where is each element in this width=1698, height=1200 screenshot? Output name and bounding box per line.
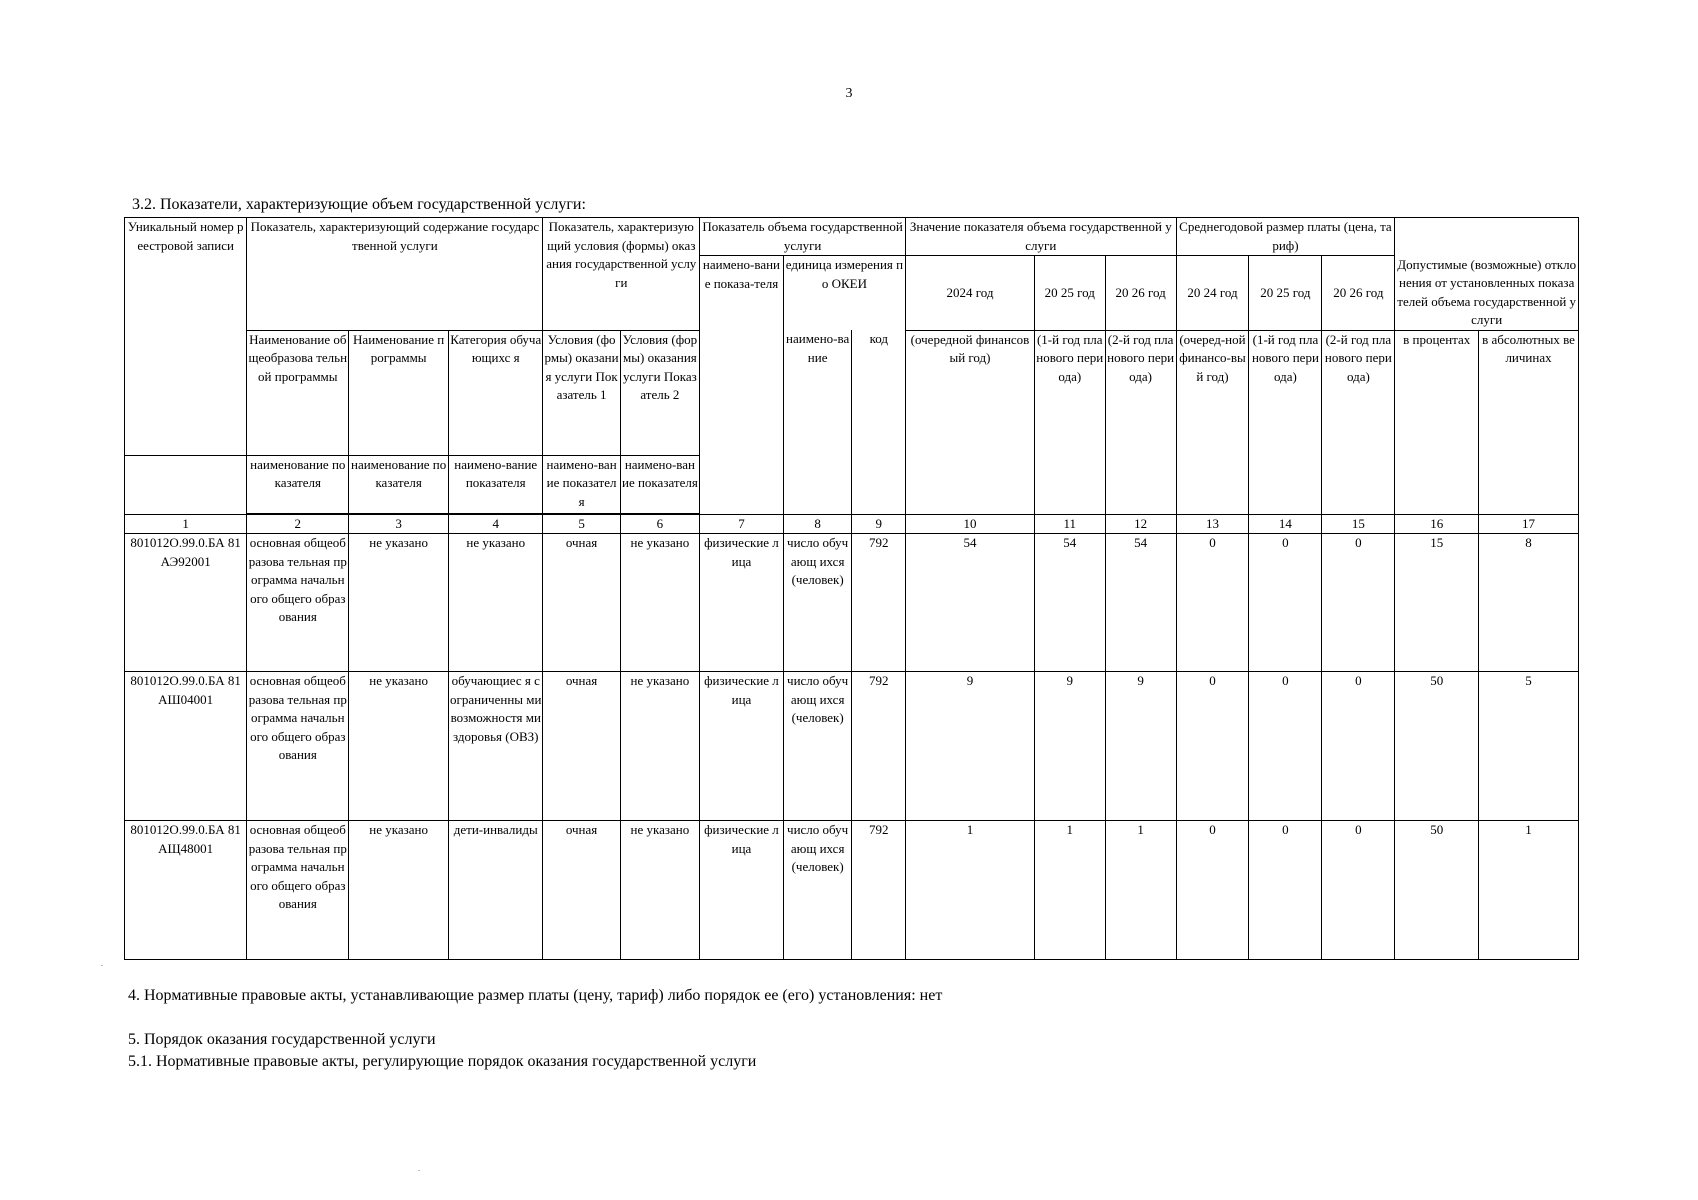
header-conditions-group: Показатель, характеризующий условия (формы) оказания государственной услуги xyxy=(543,218,700,331)
cell-fee-2026: 0 xyxy=(1322,534,1395,672)
header-unit-okei: единица измерения по ОКЕИ xyxy=(783,256,905,331)
header-percent: в процентах xyxy=(1395,330,1479,514)
cell-unit-name: число обучающ ихся (человек) xyxy=(783,672,852,821)
table-row xyxy=(125,821,1579,960)
cell-deviation-absolute: 8 xyxy=(1479,534,1579,672)
header-fee-2025-year: 20 25 год xyxy=(1249,256,1322,331)
header-unique-number: Уникальный номер реестровой записи xyxy=(125,218,247,456)
column-number: 10 xyxy=(906,514,1035,534)
page-number: 3 xyxy=(845,86,853,101)
table-row xyxy=(125,534,1579,672)
header-unique-number-blank xyxy=(125,455,247,514)
cell-deviation-absolute: 1 xyxy=(1479,821,1579,960)
header-indicator-name-d: наимено-вание показателя xyxy=(543,455,620,513)
cell-value-2025: 1 xyxy=(1034,821,1105,960)
header-volume-name: наимено-вание показа-теля xyxy=(700,256,784,515)
header-deviation-group: Допустимые (возможные) отклонения от установленных показателей объема государственной услуги xyxy=(1395,256,1579,331)
column-number: 17 xyxy=(1479,514,1579,534)
cell-indicator: физические лица xyxy=(700,821,784,960)
cell-fee-2024: 0 xyxy=(1176,534,1249,672)
cell-deviation-percent: 50 xyxy=(1395,821,1479,960)
cell-category: не указано xyxy=(449,534,543,672)
cell-value-2024: 9 xyxy=(906,672,1035,821)
column-number: 9 xyxy=(852,514,906,534)
column-number: 12 xyxy=(1105,514,1176,534)
header-indicator-name-c: наимено-вание показателя xyxy=(449,455,543,513)
column-number: 7 xyxy=(700,514,784,534)
header-cond2: Условия (формы) оказания услуги Показатель 2 xyxy=(620,330,699,455)
cell-cond2: не указано xyxy=(620,534,699,672)
header-fee-2024-year: 20 24 год xyxy=(1176,256,1249,331)
header-val-2026-year: 20 26 год xyxy=(1105,256,1176,331)
paragraph-5-1-regulating-acts: 5.1. Нормативные правовые акты, регулирующие порядок оказания государственной услуги xyxy=(128,1053,757,1070)
cell-value-2026: 54 xyxy=(1105,534,1176,672)
cell-registry-id: 801012О.99.0.БА 81АШ04001 xyxy=(125,672,247,821)
header-fee-2024-note: (очеред-ной финансо-вый год) xyxy=(1176,330,1249,514)
header-val-2026-note: (2-й год планового периода) xyxy=(1105,330,1176,514)
header-unit-name: наимено-вание xyxy=(783,330,852,514)
cell-cond2: не указано xyxy=(620,672,699,821)
column-number: 8 xyxy=(783,514,852,534)
scan-speck xyxy=(418,1170,420,1171)
cell-program: не указано xyxy=(349,821,449,960)
header-fee-2026-year: 20 26 год xyxy=(1322,256,1395,331)
header-category: Категория обучающихс я xyxy=(449,330,543,455)
cell-unit-name: число обучающ ихся (человек) xyxy=(783,821,852,960)
header-absolute: в абсолютных величинах xyxy=(1479,330,1579,514)
header-unit-code: код xyxy=(852,330,906,514)
cell-value-2024: 1 xyxy=(906,821,1035,960)
header-fee-2026-note: (2-й год планового периода) xyxy=(1322,330,1395,514)
cell-fee-2025: 0 xyxy=(1249,821,1322,960)
cell-cond2: не указано xyxy=(620,821,699,960)
header-row-groups xyxy=(125,218,1579,256)
cell-program-name: основная общеобразова тельная программа начального общего образования xyxy=(247,672,349,821)
column-number: 13 xyxy=(1176,514,1249,534)
cell-value-2024: 54 xyxy=(906,534,1035,672)
cell-indicator: физические лица xyxy=(700,672,784,821)
cell-fee-2024: 0 xyxy=(1176,821,1249,960)
cell-fee-2025: 0 xyxy=(1249,534,1322,672)
section-title: 3.2. Показатели, характеризующие объем государственной услуги: xyxy=(132,196,586,213)
column-number: 14 xyxy=(1249,514,1322,534)
cell-indicator: физические лица xyxy=(700,534,784,672)
header-deviation-group-top xyxy=(1395,218,1579,256)
cell-fee-2024: 0 xyxy=(1176,672,1249,821)
cell-unit-name: число обучающ ихся (человек) xyxy=(783,534,852,672)
column-number: 11 xyxy=(1034,514,1105,534)
header-indicator-name-a: наименование показателя xyxy=(247,455,349,513)
header-indicator-name-b: наименование показателя xyxy=(349,455,449,513)
column-number: 2 xyxy=(247,514,349,534)
header-content-group: Показатель, характеризующий содержание государственной услуги xyxy=(247,218,543,331)
column-number-row xyxy=(125,514,1579,534)
header-val-2024-year: 2024 год xyxy=(906,256,1035,331)
header-indicator-name-e: наимено-вание показателя xyxy=(620,455,699,513)
cell-program-name: основная общеобразова тельная программа начального общего образования xyxy=(247,534,349,672)
cell-cond1: очная xyxy=(543,534,620,672)
cell-registry-id: 801012О.99.0.БА 81АЩ48001 xyxy=(125,821,247,960)
cell-cond1: очная xyxy=(543,672,620,821)
cell-registry-id: 801012О.99.0.БА 81АЭ92001 xyxy=(125,534,247,672)
scan-speck xyxy=(101,965,103,966)
cell-value-2026: 1 xyxy=(1105,821,1176,960)
paragraph-4-fee-acts: 4. Нормативные правовые акты, устанавливающие размер платы (цену, тариф) либо порядок ее (его) установления: нет xyxy=(128,987,943,1004)
cell-fee-2025: 0 xyxy=(1249,672,1322,821)
header-val-2025-note: (1-й год планового периода) xyxy=(1034,330,1105,514)
header-fee-group: Среднегодовой размер платы (цена, тариф) xyxy=(1176,218,1395,256)
header-val-2025-year: 20 25 год xyxy=(1034,256,1105,331)
column-number: 15 xyxy=(1322,514,1395,534)
header-fee-2025-note: (1-й год планового периода) xyxy=(1249,330,1322,514)
header-volume-group: Показатель объема государственной услуги xyxy=(700,218,906,256)
column-number: 4 xyxy=(449,514,543,534)
cell-unit-code: 792 xyxy=(852,672,906,821)
header-program: Наименование программы xyxy=(349,330,449,455)
cell-category: обучающиес я с ограниченны ми возможностя ми здоровья (ОВЗ) xyxy=(449,672,543,821)
cell-deviation-percent: 50 xyxy=(1395,672,1479,821)
volume-indicators-table xyxy=(124,217,1579,960)
cell-program-name: основная общеобразова тельная программа начального общего образования xyxy=(247,821,349,960)
cell-unit-code: 792 xyxy=(852,821,906,960)
paragraph-5-procedure: 5. Порядок оказания государственной услуги xyxy=(128,1031,436,1048)
cell-value-2025: 54 xyxy=(1034,534,1105,672)
header-value-group: Значение показателя объема государственной услуги xyxy=(906,218,1176,256)
cell-program: не указано xyxy=(349,672,449,821)
column-number: 1 xyxy=(125,514,247,534)
cell-value-2026: 9 xyxy=(1105,672,1176,821)
column-number: 16 xyxy=(1395,514,1479,534)
header-row-sub xyxy=(125,330,1579,455)
header-cond1: Условия (формы) оказания услуги Показатель 1 xyxy=(543,330,620,455)
header-val-2024-note: (очередной финансовый год) xyxy=(906,330,1035,514)
cell-unit-code: 792 xyxy=(852,534,906,672)
cell-value-2025: 9 xyxy=(1034,672,1105,821)
cell-fee-2026: 0 xyxy=(1322,821,1395,960)
column-number: 5 xyxy=(543,514,620,534)
cell-deviation-percent: 15 xyxy=(1395,534,1479,672)
column-number: 3 xyxy=(349,514,449,534)
column-number: 6 xyxy=(620,514,699,534)
table-row xyxy=(125,672,1579,821)
cell-fee-2026: 0 xyxy=(1322,672,1395,821)
cell-deviation-absolute: 5 xyxy=(1479,672,1579,821)
cell-program: не указано xyxy=(349,534,449,672)
cell-cond1: очная xyxy=(543,821,620,960)
header-program-name: Наименование общеобразова тельной программы xyxy=(247,330,349,455)
cell-category: дети-инвалиды xyxy=(449,821,543,960)
